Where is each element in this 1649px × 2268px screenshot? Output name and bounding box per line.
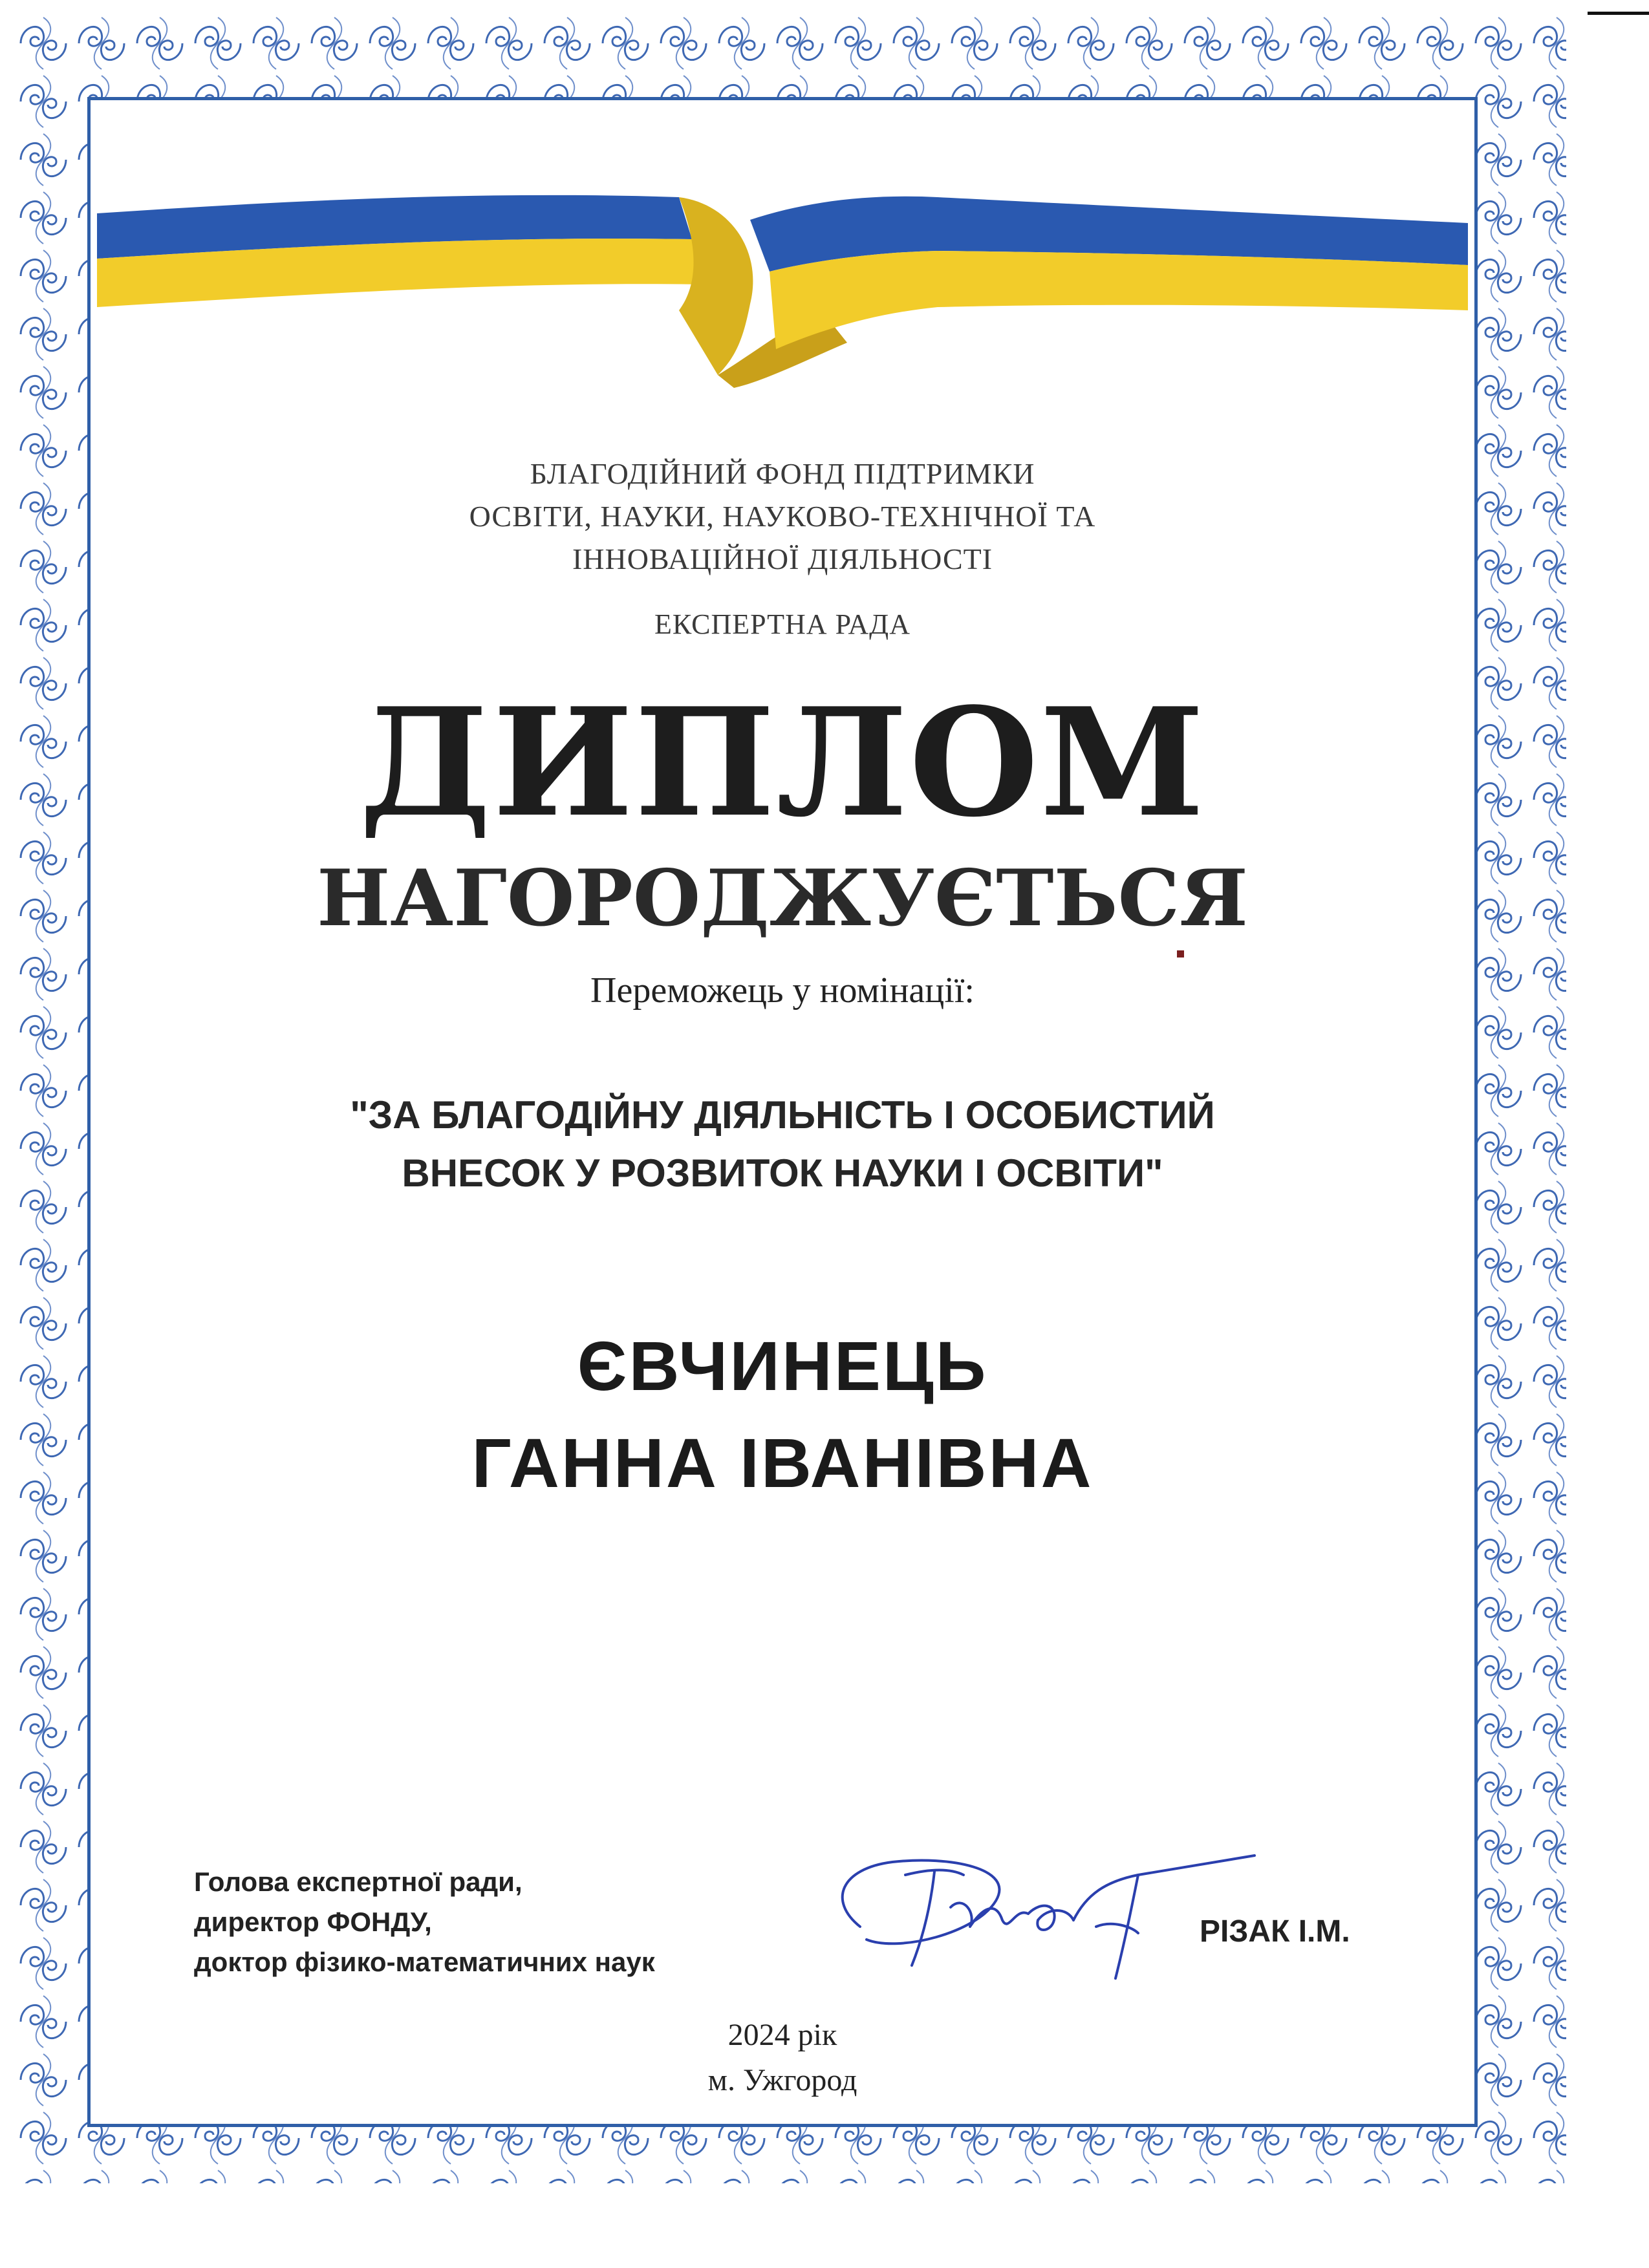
awarded-label: НАГОРОДЖУЄТЬСЯ [317, 853, 1248, 944]
recipient-surname: ЄВЧИНЕЦЬ [577, 1327, 988, 1405]
signer-name: РІЗАК І.М. [1200, 1914, 1350, 1949]
issue-city: м. Ужгород [707, 2063, 857, 2097]
ink-speck [1177, 950, 1184, 957]
organization-line-2: ОСВІТИ, НАУКИ, НАУКОВО-ТЕХНІЧНОЇ ТА [469, 500, 1096, 533]
nomination-line-2: ВНЕСОК У РОЗВИТОК НАУКИ І ОСВІТИ" [402, 1151, 1163, 1195]
nomination-title [87, 1086, 1478, 1203]
issue-year: 2024 рік [727, 2018, 837, 2052]
signer-role-line-1: Голова експертної ради, [194, 1867, 523, 1897]
organization-name [87, 453, 1478, 581]
nomination-label: Переможець у номінації: [590, 970, 975, 1011]
signer-role [194, 1862, 655, 1982]
expert-council: ЕКСПЕРТНА РАДА [654, 608, 911, 640]
scan-edge-mark [1588, 12, 1649, 15]
recipient-given-names: ГАННА ІВАНІВНА [471, 1424, 1094, 1502]
signer-role-line-3: доктор фізико-математичних наук [194, 1947, 655, 1977]
organization-line-1: БЛАГОДІЙНИЙ ФОНД ПІДТРИМКИ [530, 457, 1035, 490]
organization-line-3: ІННОВАЦІЙНОЇ ДІЯЛЬНОСТІ [572, 542, 993, 575]
diploma-title: ДИПЛОМ [359, 676, 1206, 850]
signer-role-line-2: директор ФОНДУ, [194, 1907, 432, 1937]
nomination-line-1: "ЗА БЛАГОДІЙНУ ДІЯЛЬНІСТЬ І ОСОБИСТИЙ [350, 1093, 1215, 1137]
flag-ribbon [97, 175, 1468, 394]
